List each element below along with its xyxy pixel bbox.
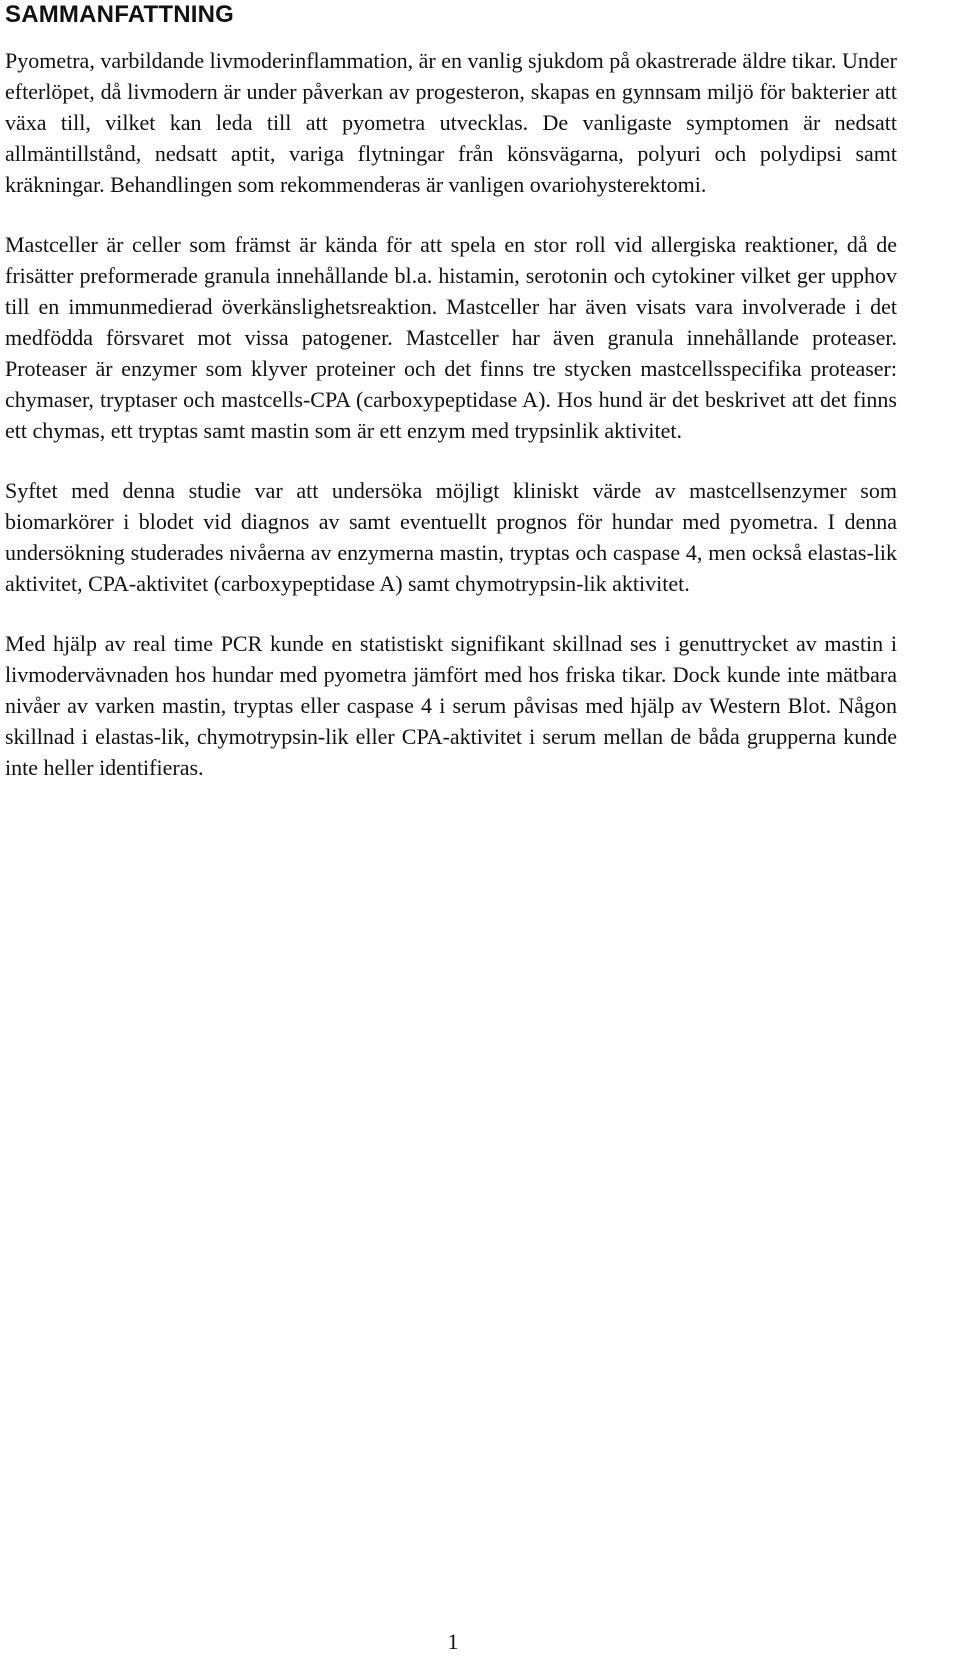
page-number: 1 [447,1629,459,1654]
section-heading: SAMMANFATTNING [5,1,234,28]
paragraph-study-aim: Syftet med denna studie var att undersöka möjligt kliniskt värde av mastcellsenzymer som biomarkörer i blodet vid diagnos av samt eventuellt prognos för hundar med pyometra. I denna undersökning studerades nivåerna av enzymerna mastin, tryptas och caspase 4, men också elastas-lik aktivitet, CPA-aktivitet (carboxypeptidase A) samt chymotrypsin-lik aktivitet. [5,478,897,596]
paragraph-pyometra: Pyometra, varbildande livmoderinflammation, är en vanlig sjukdom på okastrerade äldre tikar. Under efterlöpet, då livmodern är under påverkan av progesteron, skapas en gynnsam miljö för bakterier att växa till, vilket kan leda till att pyometra utvecklas. De vanligaste symptomen är nedsatt allmäntillstånd, nedsatt aptit, variga flytningar från könsvägarna, polyuri och polydipsi samt kräkningar. Behandlingen som rekommenderas är vanligen ovariohysterektomi. [5,48,897,197]
summary-body [5,45,897,812]
paragraph-results: Med hjälp av real time PCR kunde en statistiskt signifikant skillnad ses i genuttrycket av mastin i livmodervävnaden hos hundar med pyometra jämfört med hos friska tikar. Dock kunde inte mätbara nivåer av varken mastin, tryptas eller caspase 4 i serum påvisas med hjälp av Western Blot. Någon skillnad i elastas-lik, chymotrypsin-lik eller CPA-aktivitet i serum mellan de båda grupperna kunde inte heller identifieras. [5,631,897,780]
paragraph-mast-cells: Mastceller är celler som främst är kända för att spela en stor roll vid allergiska reaktioner, då de frisätter preformerade granula innehållande bl.a. histamin, serotonin och cytokiner vilket ger upphov till en immunmedierad överkänslighetsreaktion. Mastceller har även visats vara involverade i det medfödda försvaret mot vissa patogener. Mastceller har även granula innehållande proteaser. Proteaser är enzymer som klyver proteiner och det finns tre stycken mastcellsspecifika proteaser: chymaser, tryptaser och mastcells-CPA (carboxypeptidase A). Hos hund är det beskrivet att det finns ett chymas, ett tryptas samt mastin som är ett enzym med trypsinlik aktivitet. [5,232,897,443]
